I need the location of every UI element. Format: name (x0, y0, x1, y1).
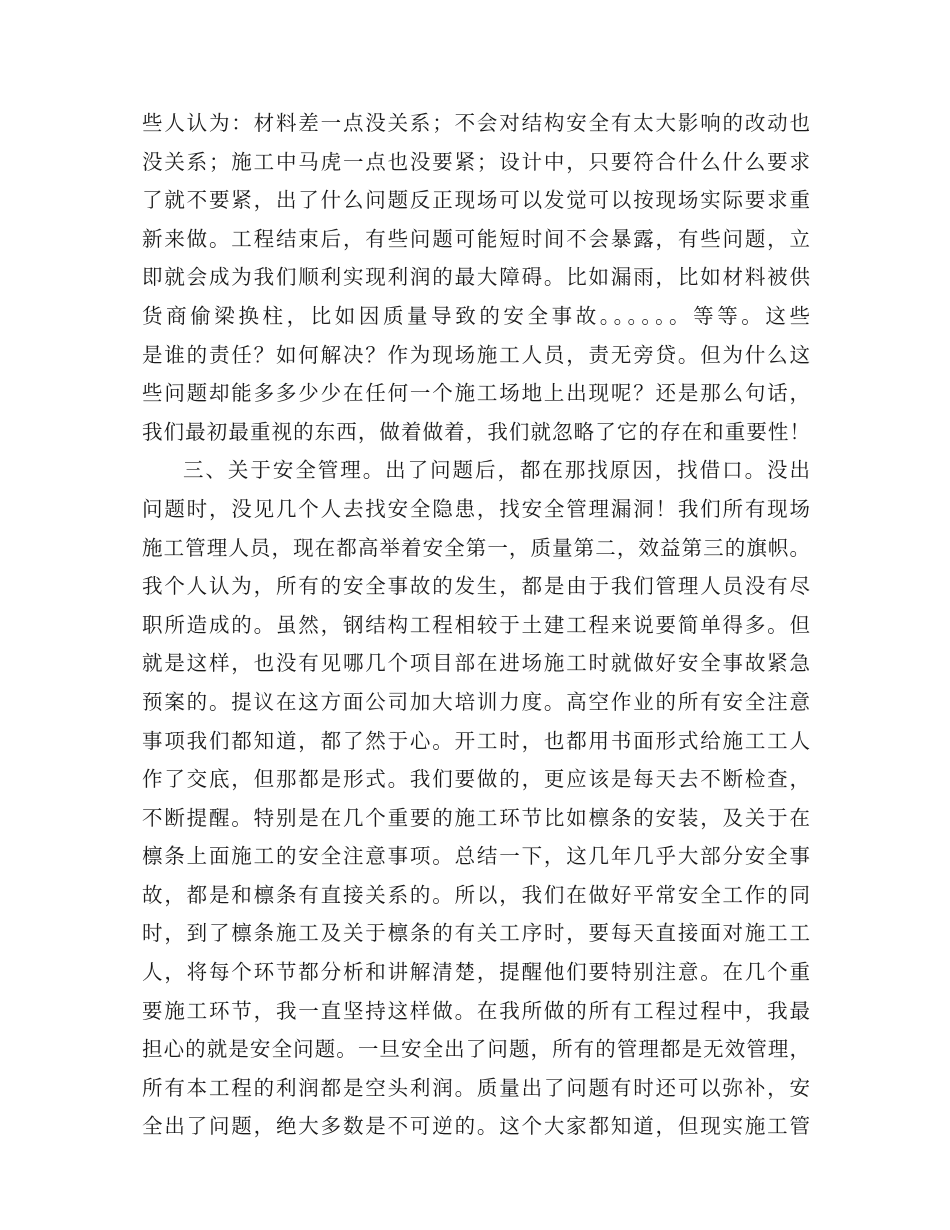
text-line: 要施工环节，我一直坚持这样做。在我所做的所有工程过程中，我最 (142, 998, 810, 1023)
text-line: 全出了问题，绝大多数是不可逆的。这个大家都知道，但现实施工管 (142, 1114, 810, 1139)
text-line: 檩条上面施工的安全注意事项。总结一下，这几年几乎大部分安全事 (142, 844, 810, 869)
text-line: 担心的就是安全问题。一旦安全出了问题，所有的管理都是无效管理， (142, 1037, 810, 1062)
text-line: 我们最初最重视的东西，做着做着，我们就忽略了它的存在和重要性！ (142, 419, 810, 444)
text-line: 就是这样，也没有见哪几个项目部在进场施工时就做好安全事故紧急 (142, 651, 810, 676)
text-line: 不断提醒。特别是在几个重要的施工环节比如檩条的安装，及关于在 (142, 805, 810, 830)
text-line: 些问题却能多多少少在任何一个施工场地上出现呢？还是那么句话， (142, 381, 810, 406)
text-line: 新来做。工程结束后，有些问题可能短时间不会暴露，有些问题，立 (142, 226, 810, 251)
text-line: 货商偷梁换柱，比如因质量导致的安全事故。。。。。。等等。这些 (142, 303, 810, 328)
text-line: 问题时，没见几个人去找安全隐患，找安全管理漏洞！我们所有现场 (142, 496, 810, 521)
text-line: 了就不要紧，出了什么问题反正现场可以发觉可以按现场实际要求重 (142, 188, 810, 213)
text-line: 是谁的责任？如何解决？作为现场施工人员，责无旁贷。但为什么这 (142, 342, 810, 367)
text-line: 作了交底，但那都是形式。我们要做的，更应该是每天去不断检查， (142, 767, 810, 792)
text-line: 时，到了檩条施工及关于檩条的有关工序时，要每天直接面对施工工 (142, 921, 810, 946)
text-line: 我个人认为，所有的安全事故的发生，都是由于我们管理人员没有尽 (142, 574, 810, 599)
text-line: 即就会成为我们顺利实现利润的最大障碍。比如漏雨，比如材料被供 (142, 265, 810, 290)
text-line: 人，将每个环节都分析和讲解清楚，提醒他们要特别注意。在几个重 (142, 960, 810, 985)
text-line: 所有本工程的利润都是空头利润。质量出了问题有时还可以弥补，安 (142, 1075, 810, 1100)
text-line: 没关系；施工中马虎一点也没要紧；设计中，只要符合什么什么要求 (142, 149, 810, 174)
text-line: 施工管理人员，现在都高举着安全第一，质量第二，效益第三的旗帜。 (142, 535, 810, 560)
text-line: 预案的。提议在这方面公司加大培训力度。高空作业的所有安全注意 (142, 689, 810, 714)
text-line: 事项我们都知道，都了然于心。开工时，也都用书面形式给施工工人 (142, 728, 810, 753)
body-text (142, 104, 810, 1146)
text-line: 故，都是和檩条有直接关系的。所以，我们在做好平常安全工作的同 (142, 882, 810, 907)
text-line: 些人认为：材料差一点没关系；不会对结构安全有太大影响的改动也 (142, 111, 810, 135)
paragraph-first-line: 三、关于安全管理。出了问题后，都在那找原因，找借口。没出 (183, 458, 810, 483)
text-line: 职所造成的。虽然，钢结构工程相较于土建工程来说要简单得多。但 (142, 612, 810, 637)
